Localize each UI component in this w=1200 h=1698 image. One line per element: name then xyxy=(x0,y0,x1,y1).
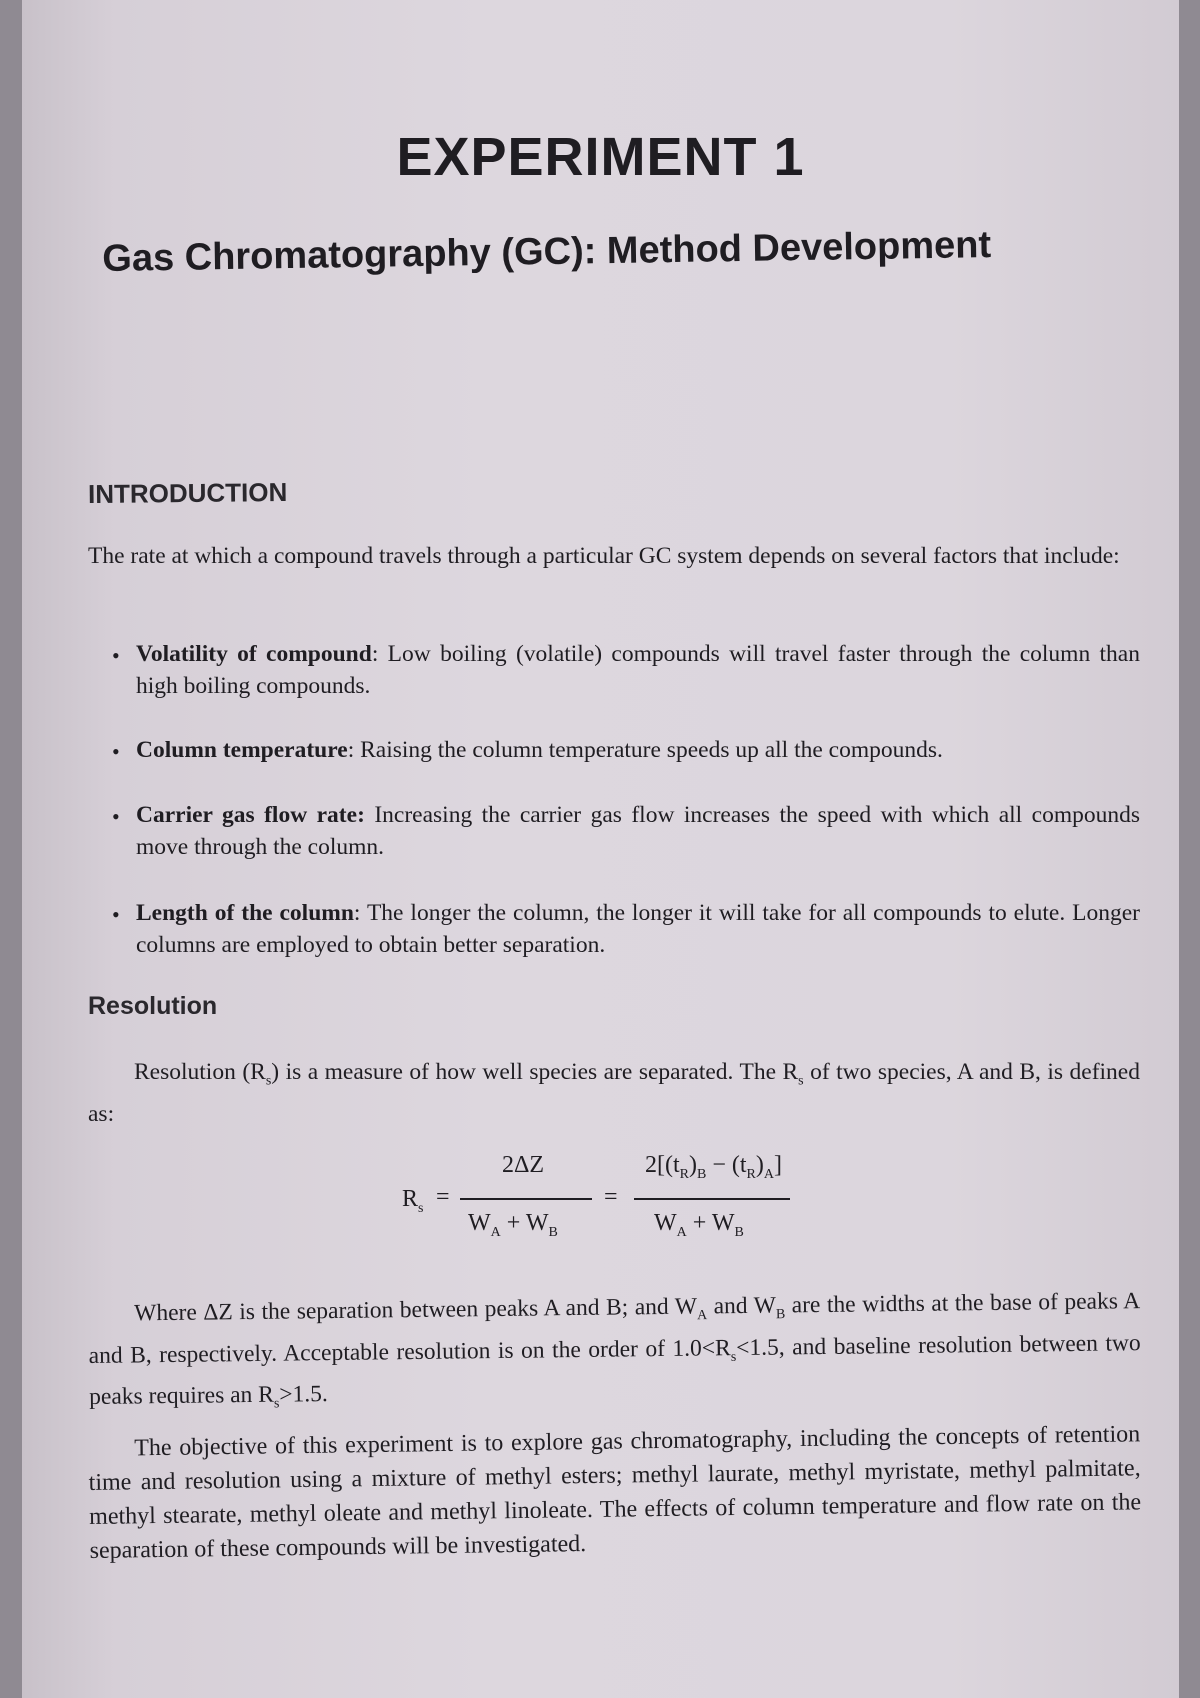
bullet-column-temperature xyxy=(88,734,1140,766)
introduction-lead: The rate at which a compound travels through a particular GC system depends on several factors that include: xyxy=(88,543,1120,569)
resolution-formula xyxy=(402,1150,842,1250)
bullet-term: Volatility of compound xyxy=(136,641,372,667)
bullet-term: Length of the column xyxy=(136,900,354,926)
bullet-carrier-gas xyxy=(88,799,1140,863)
book-page xyxy=(22,0,1179,1698)
experiment-subtitle: Gas Chromatography (GC): Method Development xyxy=(102,224,992,280)
bullet-desc: Increasing the carrier gas flow increases the speed with which all compounds move through the column. xyxy=(136,802,1140,860)
formula-numerator-2: $2[(t_R)_B - (t_R)_A]$ xyxy=(645,1152,783,1182)
bullet-dot: • xyxy=(112,643,120,668)
fraction-bar xyxy=(634,1198,790,1200)
bullet-dot: • xyxy=(112,739,120,764)
resolution-explanation: Where ΔZ is the separation between peaks A and B; and $W_A$ and $W_B$ are the widths at the base of peaks A and B, respectively. Acceptable resolution is on the order of $1.0<R_s<1.5$, and baseline resolution between two peaks requires an $R_s>1.5$. xyxy=(88,1288,1141,1412)
resolution-definition: Resolution $(R_s)$ is a measure of how well species are separated. The $R_s$ of two species, A and B, is defined as: xyxy=(88,1059,1140,1127)
formula-equals-2: = xyxy=(604,1184,618,1210)
bullet-dot: • xyxy=(112,804,120,829)
bullet-dot: • xyxy=(112,902,120,927)
experiment-objective: The objective of this experiment is to explore gas chromatography, including the concepts of retention time and resolution using a mixture of methyl esters; methyl laurate, methyl myristate, methyl palmitate, methyl stearate, methyl oleate and methyl linoleate. The effects of column temperature and flow rate on the separation of these compounds will be investigated. xyxy=(88,1421,1142,1564)
resolution-heading: Resolution xyxy=(88,992,218,1020)
bullet-desc: : Low boiling (volatile) compounds will travel faster through the column than high boiling compounds. xyxy=(136,641,1140,699)
formula-numerator-1: 2ΔZ xyxy=(502,1152,545,1178)
bullet-desc: : The longer the column, the longer it will take for all compounds to elute. Longer columns are employed to obtain better separation. xyxy=(136,900,1140,958)
bullet-term: Column temperature xyxy=(136,737,348,763)
bullet-volatility xyxy=(88,638,1140,702)
bullet-column-length xyxy=(88,897,1140,961)
formula-lhs: $R_s$ xyxy=(402,1186,424,1216)
introduction-heading: INTRODUCTION xyxy=(87,476,288,510)
formula-denominator-2: $W_A + W_B$ xyxy=(654,1210,744,1240)
experiment-title: EXPERIMENT 1 xyxy=(396,127,805,187)
formula-denominator-1: $W_A + W_B$ xyxy=(468,1210,558,1240)
formula-equals: = xyxy=(436,1184,450,1210)
fraction-bar xyxy=(460,1198,592,1200)
bullet-term: Carrier gas flow rate: xyxy=(136,802,365,828)
bullet-desc: : Raising the column temperature speeds up all the compounds. xyxy=(347,737,943,763)
